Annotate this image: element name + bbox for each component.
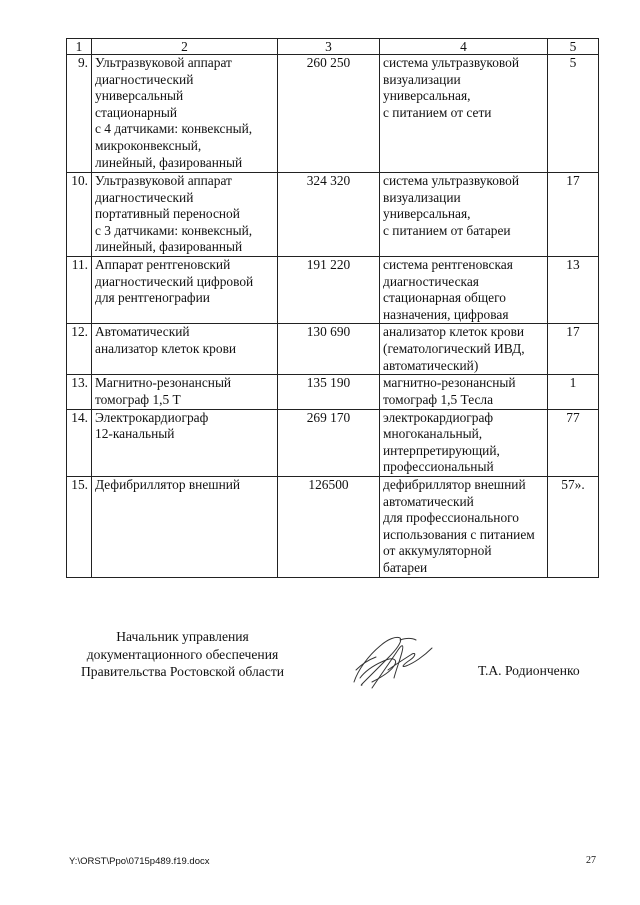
page-number: 27 bbox=[586, 855, 596, 866]
equipment-quantity: 17 bbox=[548, 173, 599, 257]
equipment-system: система ультразвуковой визуализации универсальная, с питанием от сети bbox=[380, 55, 548, 173]
equipment-system: система ультразвуковой визуализации универсальная, с питанием от батареи bbox=[380, 173, 548, 257]
equipment-quantity: 5 bbox=[548, 55, 599, 173]
col-header-4: 4 bbox=[380, 39, 548, 55]
equipment-name: Магнитно-резонансный томограф 1,5 Т bbox=[92, 375, 278, 409]
equipment-quantity: 17 bbox=[548, 324, 599, 375]
equipment-quantity: 57». bbox=[548, 476, 599, 577]
equipment-table bbox=[66, 38, 599, 578]
row-number: 11. bbox=[67, 256, 92, 323]
row-number: 15. bbox=[67, 476, 92, 577]
equipment-price: 130 690 bbox=[278, 324, 380, 375]
equipment-quantity: 77 bbox=[548, 409, 599, 476]
equipment-price: 260 250 bbox=[278, 55, 380, 173]
equipment-price: 269 170 bbox=[278, 409, 380, 476]
row-number: 12. bbox=[67, 324, 92, 375]
table-row bbox=[67, 256, 599, 323]
equipment-name: Электрокардиограф 12-канальный bbox=[92, 409, 278, 476]
equipment-price: 324 320 bbox=[278, 173, 380, 257]
signatory-name: Т.А. Родионченко bbox=[478, 663, 580, 678]
equipment-quantity: 13 bbox=[548, 256, 599, 323]
col-header-3: 3 bbox=[278, 39, 380, 55]
row-number: 14. bbox=[67, 409, 92, 476]
equipment-price: 126500 bbox=[278, 476, 380, 577]
equipment-name: Аппарат рентгеновский диагностический цифровой для рентгенографии bbox=[92, 256, 278, 323]
table-row bbox=[67, 409, 599, 476]
position-line: Правительства Ростовской области bbox=[80, 664, 285, 679]
equipment-system: дефибриллятор внешний автоматический для профессионального использования с питанием от аккумуляторной батареи bbox=[380, 476, 548, 577]
position-line: документационного обеспечения bbox=[86, 646, 279, 662]
equipment-system: магнитно-резонансный томограф 1,5 Тесла bbox=[380, 375, 548, 409]
equipment-price: 191 220 bbox=[278, 256, 380, 323]
equipment-system: электрокардиограф многоканальный, интерпретирующий, профессиональный bbox=[380, 409, 548, 476]
table-row bbox=[67, 476, 599, 577]
equipment-system: система рентгеновская диагностическая стационарная общего назначения, цифровая bbox=[380, 256, 548, 323]
row-number: 10. bbox=[67, 173, 92, 257]
equipment-quantity: 1 bbox=[548, 375, 599, 409]
col-header-1: 1 bbox=[67, 39, 92, 55]
equipment-name: Дефибриллятор внешний bbox=[92, 476, 278, 577]
equipment-name: Автоматический анализатор клеток крови bbox=[92, 324, 278, 375]
table-row bbox=[67, 375, 599, 409]
col-header-5: 5 bbox=[548, 39, 599, 55]
position-line: Начальник управления bbox=[116, 629, 249, 644]
header-row bbox=[67, 39, 599, 55]
table-row bbox=[67, 324, 599, 375]
document-file-path: Y:\ORST\Ppo\0715p489.f19.docx bbox=[69, 856, 210, 867]
signatory-position bbox=[60, 628, 305, 681]
table-row bbox=[67, 55, 599, 173]
row-number: 13. bbox=[67, 375, 92, 409]
handwritten-signature bbox=[350, 630, 436, 692]
row-number: 9. bbox=[67, 55, 92, 173]
col-header-2: 2 bbox=[92, 39, 278, 55]
table-row bbox=[67, 173, 599, 257]
equipment-price: 135 190 bbox=[278, 375, 380, 409]
equipment-name: Ультразвуковой аппарат диагностический универсальный стационарный с 4 датчиками: конвексный, микроконвексный, линейный, фазированный bbox=[92, 55, 278, 173]
equipment-name: Ультразвуковой аппарат диагностический портативный переносной с 3 датчиками: конвексный, линейный, фазированный bbox=[92, 173, 278, 257]
equipment-system: анализатор клеток крови (гематологический ИВД, автоматический) bbox=[380, 324, 548, 375]
